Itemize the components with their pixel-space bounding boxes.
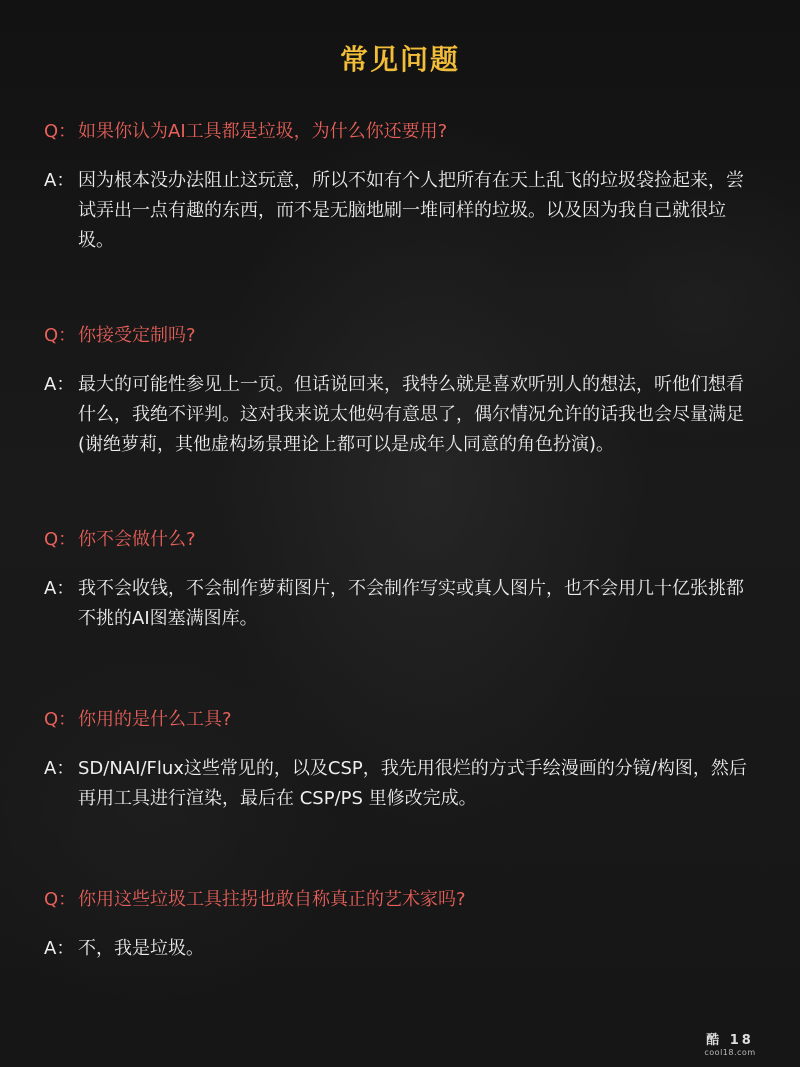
faq-answer [44,934,756,964]
question-prefix: Q： [44,529,77,550]
watermark-logo [690,1029,770,1057]
answer-prefix: A： [44,578,75,599]
faq-answer [44,574,756,634]
faq-question [44,526,756,554]
question-prefix: Q： [44,889,77,910]
footer-logo-text: 酷 18 [706,1033,754,1048]
answer-text: SD/NAI/Flux这些常见的，以及CSP，我先用很烂的方式手绘漫画的分镜/构图，然后再用工具进行渲染，最后在 CSP/PS 里修改完成。 [78,758,747,809]
answer-prefix: A： [44,374,75,395]
question-text: 你用这些垃圾工具拄拐也敢自称真正的艺术家吗? [78,889,466,910]
faq-question [44,886,756,914]
faq-answer [44,754,756,814]
faq-question [44,118,756,146]
question-prefix: Q： [44,121,77,142]
faq-item [44,322,756,460]
question-prefix: Q： [44,325,77,346]
faq-item [44,706,756,814]
question-text: 你接受定制吗? [78,325,196,346]
faq-question [44,322,756,350]
answer-prefix: A： [44,170,75,191]
faq-answer [44,166,756,256]
answer-text: 因为根本没办法阻止这玩意，所以不如有个人把所有在天上乱飞的垃圾袋捡起来，尝试弄出一点有趣的东西，而不是无脑地刷一堆同样的垃圾。以及因为我自己就很垃圾。 [78,170,744,251]
answer-text: 不，我是垃圾。 [78,938,204,959]
question-prefix: Q： [44,709,77,730]
page-title: 常见问题 [339,43,460,76]
faq-answer [44,370,756,460]
answer-text: 最大的可能性参见上一页。但话说回来，我特么就是喜欢听别人的想法，听他们想看什么，我绝不评判。这对我来说太他妈有意思了，偶尔情况允许的话我也会尽量满足(谢绝萝莉，其他虚构场景理论上都可以是成年人同意的角色扮演)。 [78,374,744,455]
footer-site-text: cool18.com [704,1048,756,1057]
faq-item [44,526,756,634]
answer-text: 我不会收钱，不会制作萝莉图片，不会制作写实或真人图片，也不会用几十亿张挑都不挑的AI图塞满图库。 [78,578,744,629]
faq-item [44,886,756,964]
faq-question [44,706,756,734]
answer-prefix: A： [44,758,75,779]
faq-item [44,118,756,256]
question-text: 你用的是什么工具? [78,709,232,730]
question-text: 你不会做什么? [78,529,196,550]
question-text: 如果你认为AI工具都是垃圾，为什么你还要用? [78,121,448,142]
answer-prefix: A： [44,938,75,959]
